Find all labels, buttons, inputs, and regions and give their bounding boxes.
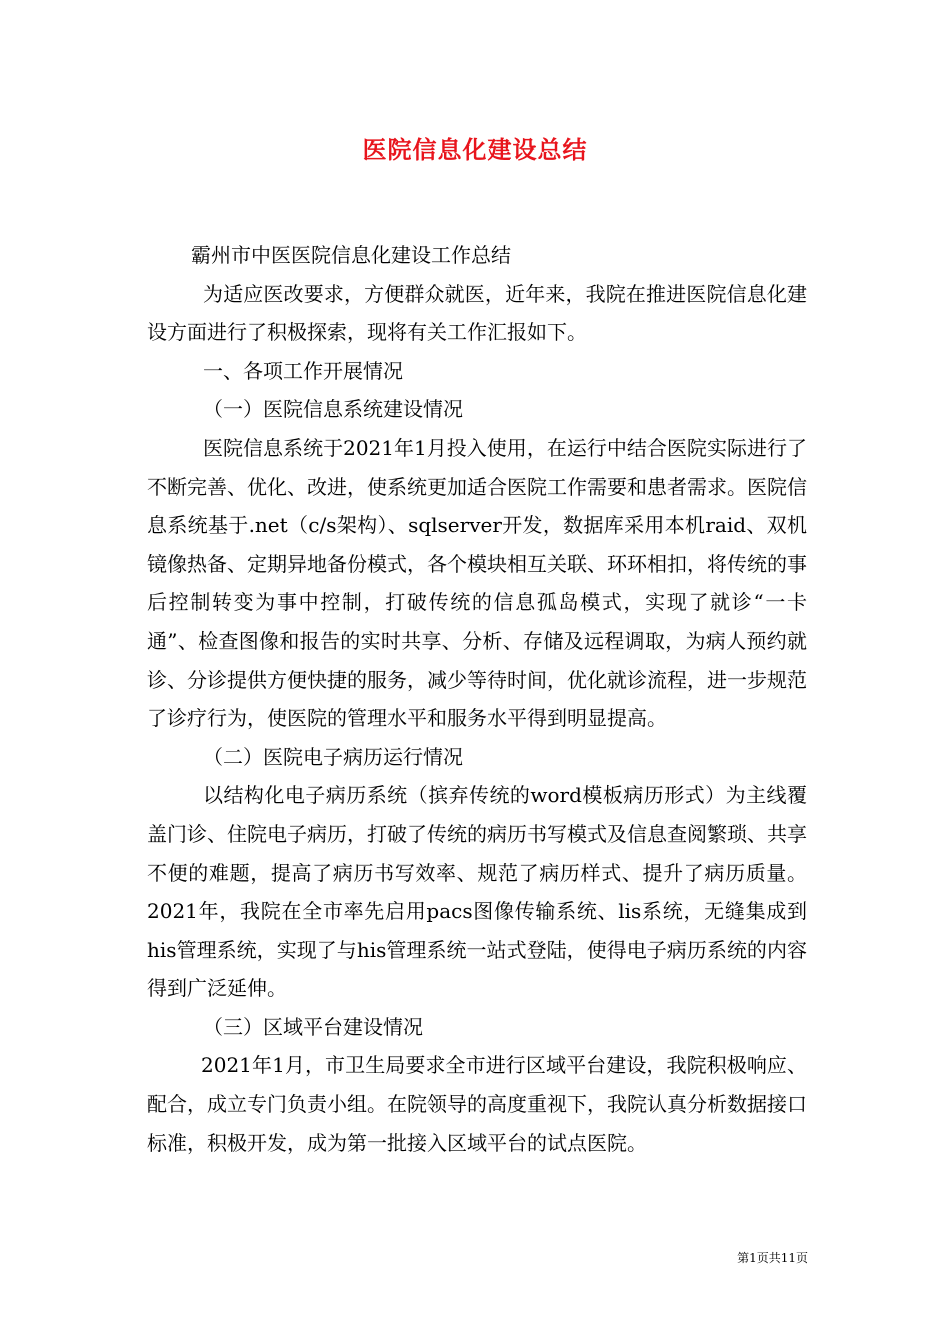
- his-paragraph: 医院信息系统于2021年1月投入使用，在运行中结合医院实际进行了不断完善、优化、改进，使系统更加适合医院工作需要和患者需求。医院信息系统基于.net（c/s架构）、sqlserver开发，数据库采用本机raid、双机镜像热备、定期异地备份模式，各个模块相互关联、环环相扣，将传统的事后控制转变为事中控制，打破传统的信息孤岛模式，实现了就诊“一卡通”、检查图像和报告的实时共享、分析、存储及远程调取，为病人预约就诊、分诊提供方便快捷的服务，减少等待时间，优化就诊流程，进一步规范了诊疗行为，使医院的管理水平和服务水平得到明显提高。: [147, 435, 807, 731]
- subsection-heading-1: （一）医院信息系统建设情况: [203, 397, 463, 422]
- subsection-heading-3: （三）区域平台建设情况: [203, 1014, 423, 1039]
- page-number: 第1页共11页: [737, 1251, 808, 1265]
- section-heading: 一、各项工作开展情况: [203, 358, 403, 383]
- document-body: [147, 236, 807, 1162]
- regional-platform-paragraph: 2021年1月，市卫生局要求全市进行区域平台建设，我院积极响应、配合，成立专门负责小组。在院领导的高度重视下，我院认真分析数据接口标准，积极开发，成为第一批接入区域平台的试点医院。: [147, 1053, 807, 1155]
- emr-paragraph: 以结构化电子病历系统（摈弃传统的word模板病历形式）为主线覆盖门诊、住院电子病历，打破了传统的病历书写模式及信息查阅繁琐、共享不便的难题，提高了病历书写效率、规范了病历样式、提升了病历质量。2021年，我院在全市率先启用pacs图像传输系统、lis系统，无缝集成到his管理系统，实现了与his管理系统一站式登陆，使得电子病历系统的内容得到广泛延伸。: [147, 783, 807, 1001]
- intro-paragraph: 为适应医改要求，方便群众就医，近年来，我院在推进医院信息化建设方面进行了积极探索，现将有关工作汇报如下。: [147, 281, 807, 345]
- document-title: 医院信息化建设总结: [362, 135, 588, 164]
- subtitle-paragraph: 霸州市中医医院信息化建设工作总结: [191, 243, 511, 267]
- subsection-heading-2: （二）医院电子病历运行情况: [203, 744, 463, 769]
